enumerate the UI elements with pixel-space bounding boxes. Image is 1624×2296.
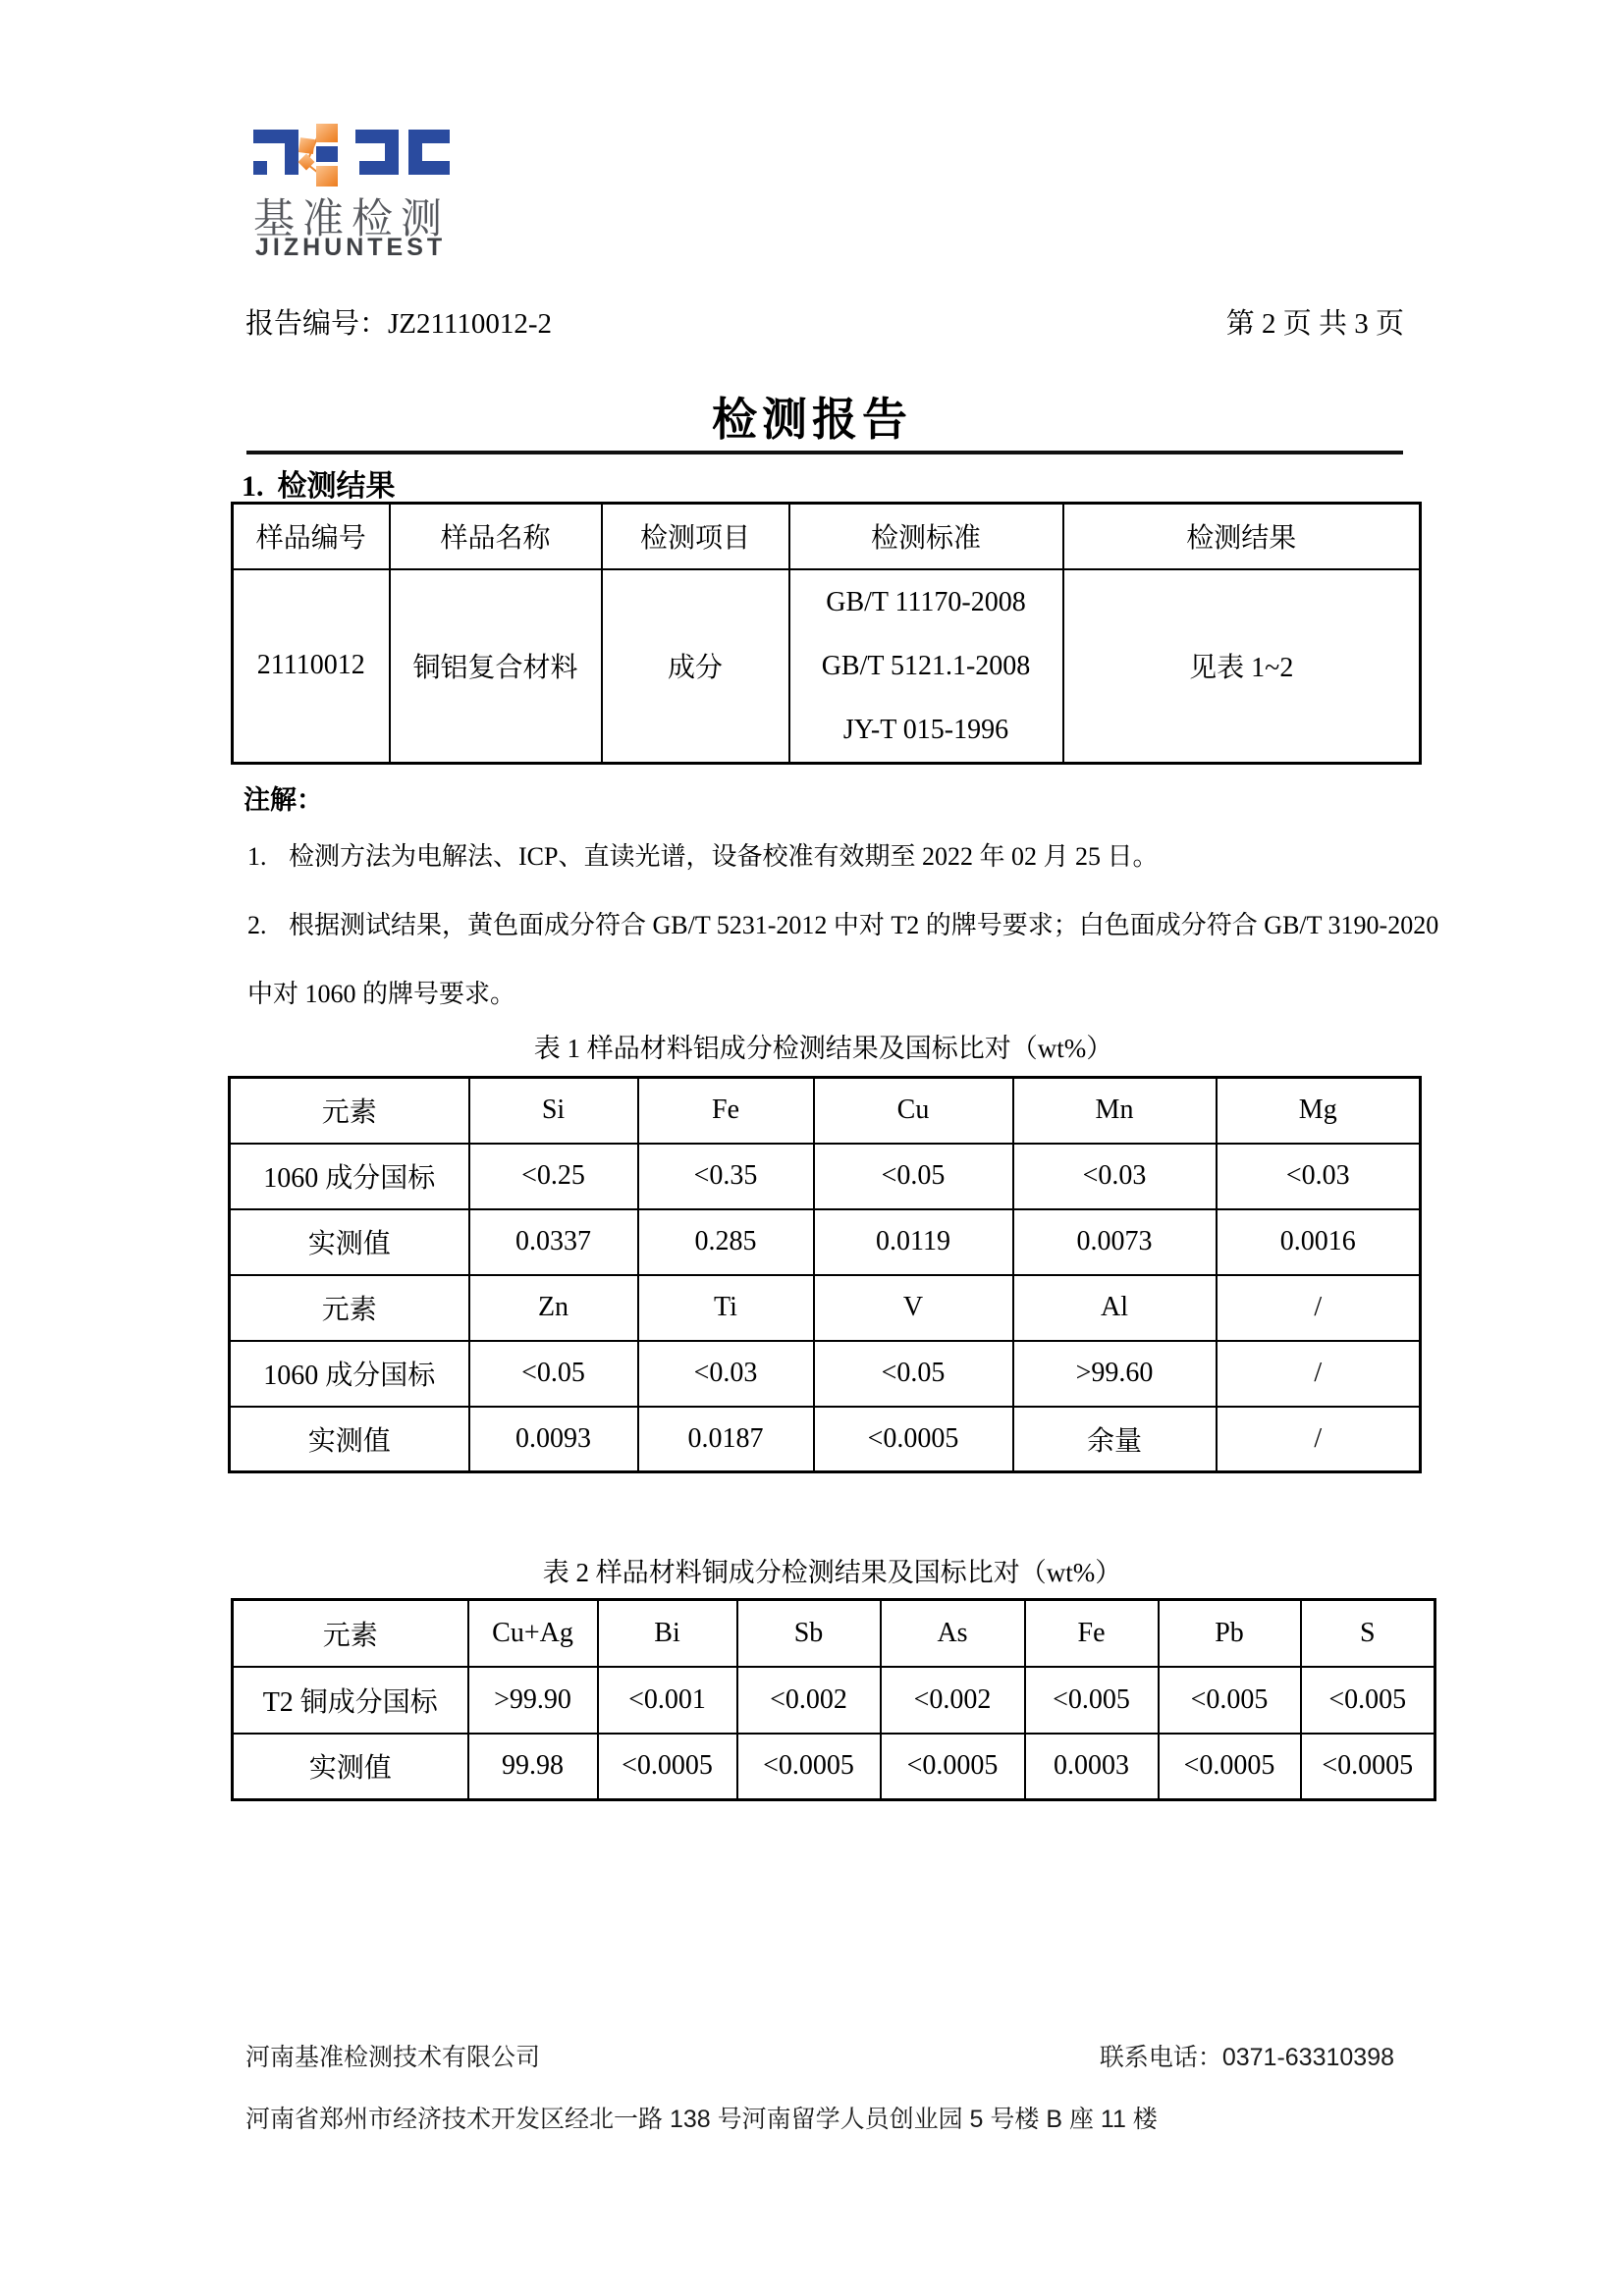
table-cell: 元素: [230, 1078, 469, 1144]
section-number: 1.: [242, 470, 264, 503]
table-cell: <0.001: [598, 1667, 737, 1734]
table-cell: 元素: [230, 1275, 469, 1341]
table-cell: <0.005: [1159, 1667, 1301, 1734]
logo-english-name: JIZHUNTEST: [255, 234, 447, 261]
table1-caption: 表 1 样品材料铝成分检测结果及国标比对（wt%）: [533, 1034, 1113, 1063]
table-row: [230, 1144, 1421, 1209]
section-heading: [242, 461, 396, 505]
table-cell: 0.0337: [469, 1209, 638, 1275]
table-row: [230, 1341, 1421, 1407]
table-cell: <0.002: [881, 1667, 1025, 1734]
table-row: [230, 1407, 1421, 1472]
note-continuation: 中对 1060 的牌号要求。: [247, 980, 516, 1008]
table-cell: <0.0005: [881, 1734, 1025, 1800]
table-cell: Al: [1013, 1275, 1217, 1341]
table-cell: S: [1301, 1600, 1435, 1667]
table-row: [233, 569, 1421, 764]
note-item: [247, 836, 1158, 873]
table-cell: <0.0005: [737, 1734, 881, 1800]
table-cell: 实测值: [230, 1407, 469, 1472]
table-cell: >99.90: [468, 1667, 598, 1734]
footer-address: 河南省郑州市经济技术开发区经北一路 138 号河南留学人员创业园 5 号楼 B 座 11 楼: [245, 2106, 1158, 2133]
col-header-test-item: 检测项目: [602, 504, 789, 569]
table-cell: Mn: [1013, 1078, 1217, 1144]
table-cell: <0.002: [737, 1667, 881, 1734]
table-cell: 0.0119: [814, 1209, 1013, 1275]
table-cell: <0.005: [1301, 1667, 1435, 1734]
table-cell: <0.25: [469, 1144, 638, 1209]
table2-caption: 表 2 样品材料铜成分检测结果及国标比对（wt%）: [542, 1558, 1122, 1587]
table-row: [230, 1078, 1421, 1144]
notes-label: 注解：: [244, 785, 323, 815]
copper-composition-table: [231, 1598, 1436, 1801]
table-cell: <0.03: [1013, 1144, 1217, 1209]
table-cell: Mg: [1217, 1078, 1421, 1144]
table-cell: <0.0005: [1159, 1734, 1301, 1800]
table-row: [233, 1667, 1435, 1734]
results-summary-table: [231, 502, 1422, 765]
table-cell: /: [1217, 1275, 1421, 1341]
table-cell: <0.03: [638, 1341, 814, 1407]
table-cell: 余量: [1013, 1407, 1217, 1472]
sample-no-cell: 21110012: [233, 569, 390, 764]
table-cell: 1060 成分国标: [230, 1341, 469, 1407]
note-text: 检测方法为电解法、ICP、直读光谱，设备校准有效期至 2022 年 02 月 25 日。: [289, 842, 1159, 871]
logo-chinese-name: 基准检测: [253, 195, 451, 241]
table-cell: 0.0093: [469, 1407, 638, 1472]
table-cell: Bi: [598, 1600, 737, 1667]
table-cell: <0.35: [638, 1144, 814, 1209]
col-header-sample-name: 样品名称: [390, 504, 602, 569]
table-row: [233, 1734, 1435, 1800]
table-cell: Fe: [638, 1078, 814, 1144]
footer-company-name: 河南基准检测技术有限公司: [245, 2044, 541, 2071]
table-cell: Si: [469, 1078, 638, 1144]
aluminum-composition-table: [228, 1076, 1422, 1473]
table-cell: /: [1217, 1341, 1421, 1407]
table-cell: Fe: [1025, 1600, 1159, 1667]
table-cell: <0.0005: [814, 1407, 1013, 1472]
table-cell: <0.05: [469, 1341, 638, 1407]
table-cell: 1060 成分国标: [230, 1144, 469, 1209]
table-cell: As: [881, 1600, 1025, 1667]
table-cell: Sb: [737, 1600, 881, 1667]
table-cell: 0.285: [638, 1209, 814, 1275]
table-cell: <0.005: [1025, 1667, 1159, 1734]
note-item: [247, 905, 1438, 941]
note-number: 1.: [247, 842, 267, 871]
table-cell: Cu+Ag: [468, 1600, 598, 1667]
note-text: 根据测试结果，黄色面成分符合 GB/T 5231-2012 中对 T2 的牌号要求；白色面成分符合 GB/T 3190-2020: [289, 911, 1439, 939]
table-cell: Ti: [638, 1275, 814, 1341]
section-title: 检测结果: [277, 470, 396, 503]
table-cell: <0.03: [1217, 1144, 1421, 1209]
table-cell: 0.0187: [638, 1407, 814, 1472]
table-cell: /: [1217, 1407, 1421, 1472]
table-cell: 元素: [233, 1600, 468, 1667]
col-header-standard: 检测标准: [789, 504, 1063, 569]
standards-cell: [789, 569, 1063, 764]
report-number: 报告编号：JZ21110012-2: [245, 308, 553, 340]
title-underline: [246, 451, 1403, 454]
table-row: [230, 1275, 1421, 1341]
table-cell: 实测值: [230, 1209, 469, 1275]
logo-mark-icon: [253, 124, 450, 187]
table-cell: <0.05: [814, 1341, 1013, 1407]
standard-line: GB/T 11170-2008: [826, 586, 1026, 617]
footer-phone: 联系电话：0371-63310398: [1099, 2044, 1394, 2071]
table-cell: Cu: [814, 1078, 1013, 1144]
standard-line: JY-T 015-1996: [842, 714, 1009, 745]
table-cell: Zn: [469, 1275, 638, 1341]
table-cell: T2 铜成分国标: [233, 1667, 468, 1734]
standard-line: GB/T 5121.1-2008: [821, 650, 1031, 681]
col-header-result: 检测结果: [1063, 504, 1421, 569]
sample-name-cell: 铜铝复合材料: [390, 569, 602, 764]
table-row: [233, 1600, 1435, 1667]
col-header-sample-no: 样品编号: [233, 504, 390, 569]
table-cell: Pb: [1159, 1600, 1301, 1667]
table-row: [230, 1209, 1421, 1275]
table-cell: <0.0005: [598, 1734, 737, 1800]
page-indicator: 第 2 页 共 3 页: [1225, 308, 1404, 340]
test-item-cell: 成分: [602, 569, 789, 764]
table-cell: >99.60: [1013, 1341, 1217, 1407]
table-cell: <0.05: [814, 1144, 1013, 1209]
table-header-row: [233, 504, 1421, 569]
table-cell: 0.0003: [1025, 1734, 1159, 1800]
table-cell: V: [814, 1275, 1013, 1341]
table-cell: 99.98: [468, 1734, 598, 1800]
table-cell: 0.0016: [1217, 1209, 1421, 1275]
table-cell: <0.0005: [1301, 1734, 1435, 1800]
document-title: 检测报告: [712, 395, 912, 445]
table-cell: 实测值: [233, 1734, 468, 1800]
result-cell: 见表 1~2: [1063, 569, 1421, 764]
note-number: 2.: [247, 911, 267, 939]
table-cell: 0.0073: [1013, 1209, 1217, 1275]
